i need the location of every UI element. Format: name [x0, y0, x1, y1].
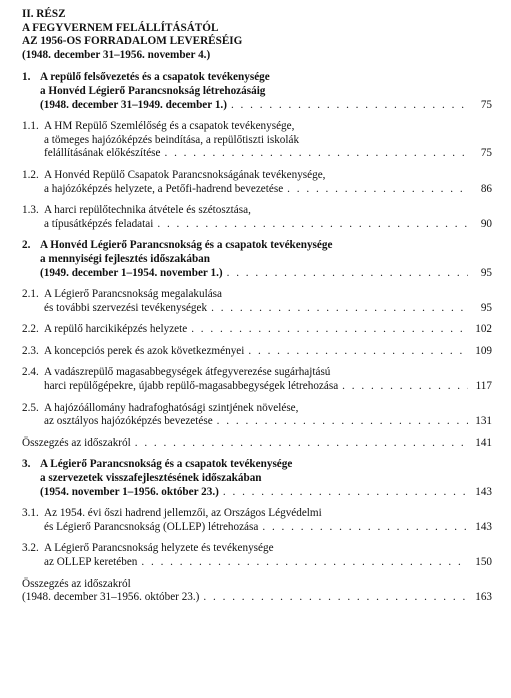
toc-entry[interactable]	[22, 71, 492, 112]
toc-entry-text: A vadászrepülő magasabbegységek átfegyverezése sugárhajtású	[44, 366, 331, 379]
dot-leader	[203, 591, 468, 605]
toc-page	[22, 8, 492, 613]
toc-entry-text: az OLLEP keretében	[44, 556, 138, 568]
toc-page-number: 163	[475, 591, 492, 604]
toc-page-number: 86	[480, 182, 492, 195]
toc-entry-text: a hajózóképzés helyzete, a Petőfi-hadrend bevezetése	[44, 182, 284, 195]
toc-page-number: 95	[480, 266, 492, 279]
toc-entry-text: A harci repülőtechnika átvétele és szétosztása,	[44, 204, 251, 217]
toc-entry-text: (1948. december 31–1956. október 23.)	[22, 591, 200, 604]
toc-entry-text: a szervezetek visszafejlesztésének időszakában	[40, 472, 262, 485]
toc-entry-text: Az 1954. évi őszi hadrend jellemzői, az Országos Légvédelmi	[44, 507, 322, 520]
dot-leader	[287, 183, 468, 197]
toc-entry-text: és Légierő Parancsnokság (OLLEP) létrehozása	[44, 520, 259, 533]
toc-entry-text: A repülő harcikiképzés helyzete	[44, 323, 188, 336]
toc-entry-number: 2.1.	[22, 288, 39, 301]
dot-leader	[157, 218, 468, 232]
toc-page-number: 141	[475, 436, 492, 449]
toc-entry[interactable]	[22, 120, 492, 161]
toc-entry[interactable]	[22, 578, 492, 605]
part-title-line: AZ 1956-OS FORRADALOM LEVERÉSÉIG	[22, 35, 243, 48]
toc-entry-text: A Honvéd Légierő Parancsnokság és a csapatok tevékenysége	[40, 239, 333, 252]
toc-entry-number: 2.	[22, 239, 31, 252]
dot-leader	[217, 415, 468, 429]
toc-entry[interactable]	[22, 458, 492, 499]
toc-page-number: 90	[480, 217, 492, 230]
dot-leader	[248, 345, 468, 359]
toc-entry-number: 2.2.	[22, 323, 39, 336]
toc-entry-number: 2.3.	[22, 344, 39, 357]
toc-entry[interactable]	[22, 323, 492, 337]
part-title-line: A FEGYVERNEM FELÁLLÍTÁSÁTÓL	[22, 21, 219, 34]
toc-entry[interactable]	[22, 507, 492, 534]
toc-page-number: 117	[475, 380, 492, 393]
toc-entry-text: A Honvéd Repülő Csapatok Parancsnokságának tevékenysége,	[44, 168, 326, 181]
toc-page-number: 143	[475, 485, 492, 498]
toc-entry-number: 3.	[22, 458, 31, 471]
part-date-range: (1948. december 31–1956. november 4.)	[22, 48, 211, 61]
toc-entry-number: 1.3.	[22, 204, 39, 217]
toc-page-number: 143	[475, 520, 492, 533]
toc-entry[interactable]	[22, 402, 492, 429]
toc-page-number: 75	[480, 147, 492, 160]
toc-entry-number: 2.5.	[22, 401, 39, 414]
toc-entry-text: (1948. december 31–1949. december 1.)	[40, 98, 227, 111]
toc-page-number: 109	[475, 344, 492, 357]
toc-entry-number: 2.4.	[22, 366, 39, 379]
part-number: II. RÉSZ	[22, 8, 66, 20]
dot-leader	[227, 267, 468, 281]
toc-entry-number: 1.2.	[22, 168, 39, 181]
toc-list	[22, 71, 492, 604]
dot-leader	[211, 302, 468, 316]
toc-page-number: 102	[475, 323, 492, 336]
toc-entry-text: harci repülőgépekre, újabb repülő-magasabbegységek létrehozása	[44, 380, 339, 393]
toc-entry-text: (1949. december 1–1954. november 1.)	[40, 266, 223, 279]
dot-leader	[223, 486, 468, 500]
toc-entry-number: 3.2.	[22, 542, 39, 555]
toc-entry-text: A Légierő Parancsnokság megalakulása	[44, 288, 223, 301]
toc-entry-text: és további szervezési tevékenységek	[44, 301, 208, 314]
toc-entry-text: A koncepciós perek és azok következményei	[44, 344, 245, 357]
toc-entry-text: A Légierő Parancsnokság és a csapatok tevékenysége	[40, 458, 293, 471]
part-heading	[22, 8, 492, 62]
toc-entry-text: a mennyiségi fejlesztés időszakában	[40, 252, 210, 265]
toc-page-number: 131	[475, 415, 492, 428]
toc-entry-text: Összegzés az időszakról	[22, 577, 131, 590]
toc-page-number: 150	[475, 556, 492, 568]
toc-entry-text: felállításának előkészítése	[44, 147, 161, 160]
toc-entry[interactable]	[22, 169, 492, 196]
dot-leader	[141, 556, 468, 570]
toc-entry-text: a tömeges hajózóképzés beindítása, a repülőtiszti iskolák	[44, 133, 300, 146]
toc-entry-text: A repülő felsővezetés és a csapatok tevékenysége	[40, 71, 270, 84]
toc-entry-number: 1.	[22, 71, 31, 84]
dot-leader	[342, 380, 468, 394]
toc-entry[interactable]	[22, 288, 492, 315]
toc-entry-text: Összegzés az időszakról	[22, 436, 131, 449]
toc-entry-text: a Honvéd Légierő Parancsnokság létrehozásáig	[40, 84, 266, 97]
toc-entry-number: 1.1.	[22, 120, 39, 133]
toc-page-number: 75	[480, 98, 492, 111]
toc-entry[interactable]	[22, 437, 492, 451]
toc-entry-number: 3.1.	[22, 507, 39, 520]
dot-leader	[164, 147, 468, 161]
toc-page-number: 95	[480, 301, 492, 314]
toc-entry-text: (1954. november 1–1956. október 23.)	[40, 485, 219, 498]
toc-entry-text: az osztályos hajózóképzés bevezetése	[44, 415, 213, 428]
toc-entry-text: a típusátképzés feladatai	[44, 217, 154, 230]
dot-leader	[262, 521, 468, 535]
toc-entry[interactable]	[22, 542, 492, 569]
toc-entry-text: A HM Repülő Szemlélőség és a csapatok tevékenysége,	[44, 120, 295, 133]
dot-leader	[191, 323, 468, 337]
toc-entry[interactable]	[22, 345, 492, 359]
dot-leader	[135, 437, 468, 451]
dot-leader	[231, 99, 468, 113]
toc-entry[interactable]	[22, 204, 492, 231]
toc-entry-text: A Légierő Parancsnokság helyzete és tevékenysége	[44, 542, 274, 555]
toc-entry[interactable]	[22, 239, 492, 280]
toc-entry[interactable]	[22, 366, 492, 393]
toc-entry-text: A hajózóállomány hadrafoghatósági szintjének növelése,	[44, 401, 299, 414]
